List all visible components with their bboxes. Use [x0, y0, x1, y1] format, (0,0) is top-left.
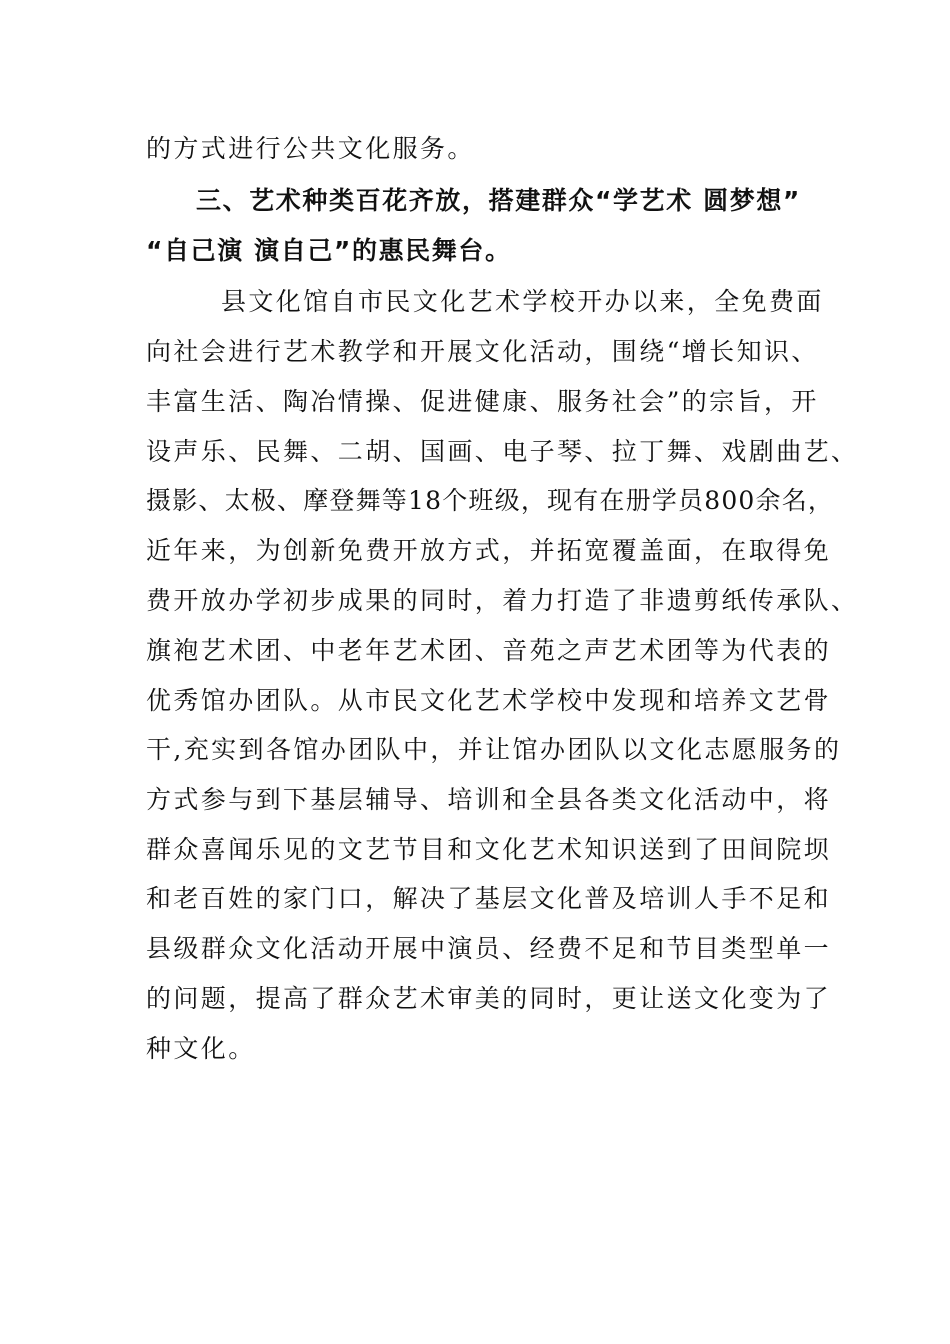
section-heading-line-1: 三、艺术种类百花齐放，搭建群众“学艺术 圆梦想” [196, 186, 801, 215]
body-text-line: 旗袍艺术团、中老年艺术团、音苑之声艺术团等为代表的 [146, 636, 832, 665]
body-text-line: 摄影、太极、摩登舞等18个班级，现有在册学员800余名， [146, 486, 835, 515]
body-text-line: 丰富生活、陶冶情操、促进健康、服务社会”的宗旨，开 [146, 387, 819, 416]
body-text-line: 种文化。 [146, 1034, 256, 1063]
body-text-line: 费开放办学初步成果的同时，着力打造了非遗剪纸传承队、 [146, 586, 859, 615]
body-text-line: 县级群众文化活动开展中演员、经费不足和节目类型单一 [146, 934, 832, 963]
body-text-line: 干,充实到各馆办团队中，并让馆办团队以文化志愿服务的 [146, 735, 842, 764]
body-text-line: 方式参与到下基层辅导、培训和全县各类文化活动中，将 [146, 785, 832, 814]
body-text-line: 县文化馆自市民文化艺术学校开办以来，全免费面 [221, 287, 824, 316]
paragraph-tail-line: 的方式进行公共文化服务。 [146, 134, 475, 163]
body-text-line: 向社会进行艺术教学和开展文化活动，围绕“增长知识、 [146, 337, 819, 366]
body-text-line: 设声乐、民舞、二胡、国画、电子琴、拉丁舞、戏剧曲艺、 [146, 437, 859, 466]
body-text-line: 和老百姓的家门口，解决了基层文化普及培训人手不足和 [146, 884, 832, 913]
body-text-line: 近年来，为创新免费开放方式，并拓宽覆盖面，在取得免 [146, 536, 832, 565]
body-text-line: 群众喜闻乐见的文艺节目和文化艺术知识送到了田间院坝 [146, 835, 832, 864]
section-heading-line-2: “自己演 演自己”的惠民舞台。 [146, 236, 512, 265]
body-text-line: 优秀馆办团队。从市民文化艺术学校中发现和培养文艺骨 [146, 686, 832, 715]
body-text-line: 的问题，提高了群众艺术审美的同时，更让送文化变为了 [146, 984, 832, 1013]
